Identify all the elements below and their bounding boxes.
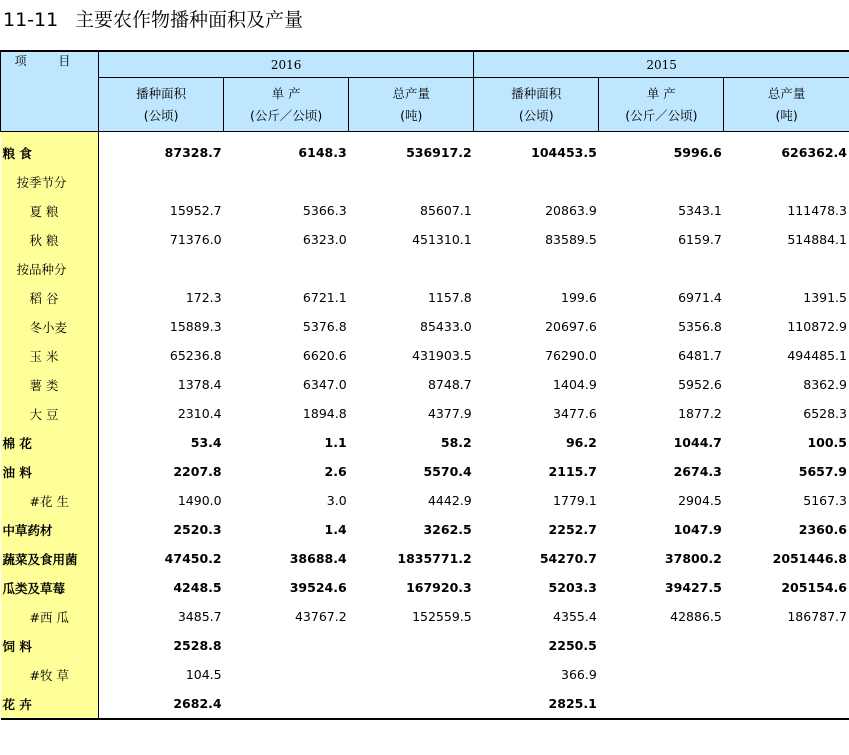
table-cell: 2310.4 [177,406,222,421]
table-cell: 1047.9 [673,522,722,537]
table-cell: 1044.7 [673,435,722,450]
table-row [1,689,849,719]
row-label: 油 料 [1,457,99,486]
row-label: 玉 米 [1,341,99,370]
table-cell [349,660,474,689]
table-row [1,225,849,254]
row-label: 按品种分 [1,254,99,283]
table-cell: 6481.7 [678,348,722,363]
table-cell: 71376.0 [169,232,222,247]
table-cell: 1391.5 [803,290,847,305]
table-cell: 1835771.2 [397,551,472,566]
table-row [1,515,849,544]
column-header [474,78,599,132]
table-cell [724,660,849,689]
column-header [224,78,349,132]
row-label: 瓜类及草莓 [1,573,99,602]
table-cell: 4248.5 [173,580,222,595]
table-row [1,196,849,225]
table-cell: 5366.3 [302,203,347,218]
table-row [1,132,849,168]
column-unit: (吨) [775,108,798,123]
table-body [1,132,849,720]
table-cell: 2250.5 [548,638,597,653]
column-unit: (公顷) [143,108,179,123]
table-cell: 2252.7 [548,522,597,537]
column-name: 播种面积 [511,86,562,101]
table-cell: 1.1 [324,435,347,450]
table-cell: 6971.4 [678,290,722,305]
row-label: 按季节分 [1,167,99,196]
row-label: #牧 草 [1,660,99,689]
table-cell [724,689,849,719]
table-cell: 20697.6 [545,319,597,334]
table-cell: 2674.3 [673,464,722,479]
table-cell: 85433.0 [420,319,472,334]
table-cell: 6323.0 [302,232,347,247]
table-cell: 37800.2 [664,551,722,566]
table-cell: 494485.1 [787,348,847,363]
table-cell [99,167,224,196]
table-cell [349,631,474,660]
table-row [1,544,849,573]
table-cell: 4377.9 [427,406,472,421]
table-cell: 5167.3 [803,493,847,508]
table-row [1,631,849,660]
table-cell [224,167,349,196]
table-cell [724,167,849,196]
column-unit: (公斤／公顷) [625,108,698,123]
row-label: 中草药材 [1,515,99,544]
table-cell: 451310.1 [412,232,472,247]
row-label: 薯 类 [1,370,99,399]
column-name: 单 产 [271,86,301,101]
table-number: 11-11 [3,9,59,31]
column-header [599,78,724,132]
table-cell: 1490.0 [177,493,222,508]
table-cell [349,167,474,196]
column-name: 总产量 [392,86,430,101]
year-header-2016: 2016 [99,51,474,78]
table-cell: 53.4 [190,435,222,450]
table-cell [224,660,349,689]
table-cell: 6528.3 [803,406,847,421]
table-cell: 2.6 [324,464,347,479]
row-label: 蔬菜及食用菌 [1,544,99,573]
column-name: 播种面积 [136,86,187,101]
table-cell: 2207.8 [173,464,222,479]
table-cell [224,254,349,283]
table-cell: 6148.3 [298,145,347,160]
table-cell: 1157.8 [427,290,472,305]
table-cell: 4442.9 [427,493,472,508]
table-cell: 514884.1 [787,232,847,247]
table-cell: 3.0 [326,493,347,508]
table-cell [599,254,724,283]
table-cell: 5952.6 [678,377,722,392]
table-cell: 199.6 [561,290,597,305]
table-cell: 2051446.8 [772,551,847,566]
column-header [99,78,224,132]
table-cell: 8362.9 [803,377,847,392]
table-cell: 2825.1 [474,689,599,719]
table-cell: 167920.3 [406,580,472,595]
table-row [1,399,849,428]
table-cell: 2115.7 [548,464,597,479]
table-cell: 536917.2 [406,145,472,160]
table-cell: 5570.4 [423,464,472,479]
table-cell: 87328.7 [164,145,222,160]
table-cell: 626362.4 [781,145,847,160]
table-cell: 2682.4 [99,689,224,719]
table-cell: 58.2 [440,435,472,450]
table-cell: 15952.7 [169,203,222,218]
table-row [1,370,849,399]
table-cell: 2360.6 [798,522,847,537]
table-cell: 39524.6 [289,580,347,595]
table-cell: 111478.3 [787,203,847,218]
table-cell: 2520.3 [173,522,222,537]
table-cell [349,689,474,719]
table-row [1,428,849,457]
table-cell [224,689,349,719]
table-cell: 39427.5 [664,580,722,595]
table-cell: 1877.2 [678,406,722,421]
table-row [1,312,849,341]
table-cell: 42886.5 [670,609,722,624]
table-title: 主要农作物播种面积及产量 [75,9,304,31]
table-cell: 186787.7 [787,609,847,624]
column-unit: (吨) [400,108,423,123]
page-title [3,4,303,36]
table-cell [474,167,599,196]
table-cell: 5657.9 [798,464,847,479]
table-cell [349,254,474,283]
table-cell: 15889.3 [169,319,222,334]
table-cell: 85607.1 [420,203,472,218]
row-label: 夏 粮 [1,196,99,225]
item-column-header: 项 目 [1,51,99,132]
table-cell: 431903.5 [412,348,472,363]
table-cell: 4355.4 [553,609,597,624]
table-row [1,660,849,689]
table-cell: 2528.8 [173,638,222,653]
table-cell: 5356.8 [678,319,722,334]
table-cell: 6620.6 [302,348,347,363]
row-label: 大 豆 [1,399,99,428]
table-cell [599,631,724,660]
table-cell: 5376.8 [302,319,347,334]
table-cell [599,689,724,719]
column-header [349,78,474,132]
table-cell: 3262.5 [423,522,472,537]
table-cell: 1779.1 [553,493,597,508]
table-cell: 47450.2 [164,551,222,566]
row-label: 粮 食 [1,132,99,168]
table-cell: 6347.0 [302,377,347,392]
table-cell: 20863.9 [545,203,597,218]
row-label: #西 瓜 [1,602,99,631]
column-header [724,78,849,132]
year-header-2015: 2015 [474,51,849,78]
table-cell [724,631,849,660]
table-cell [724,254,849,283]
table-cell: 6159.7 [678,232,722,247]
table-cell [599,660,724,689]
table-cell: 65236.8 [169,348,222,363]
table-cell: 172.3 [185,290,222,305]
column-unit: (公斤／公顷) [250,108,323,123]
table-cell: 110872.9 [787,319,847,334]
table-cell: 1404.9 [553,377,597,392]
column-unit: (公顷) [518,108,554,123]
table-cell: 152559.5 [412,609,472,624]
table-cell: 96.2 [565,435,597,450]
column-name: 单 产 [646,86,676,101]
table-cell: 5343.1 [678,203,722,218]
table-cell: 38688.4 [289,551,347,566]
table-row [1,573,849,602]
table-cell: 54270.7 [539,551,597,566]
table-cell: 43767.2 [294,609,347,624]
table-cell: 366.9 [561,667,597,682]
table-row [1,283,849,312]
table-row [1,167,849,196]
table-cell [224,631,349,660]
table-cell: 1.4 [324,522,347,537]
table-row [1,341,849,370]
table-cell: 205154.6 [781,580,847,595]
table-row [1,602,849,631]
table-cell: 83589.5 [545,232,597,247]
table-cell: 104.5 [185,667,222,682]
table-cell: 5203.3 [548,580,597,595]
table-cell: 2904.5 [678,493,722,508]
row-label: 花 卉 [1,689,99,719]
row-label: 冬小麦 [1,312,99,341]
table-cell [99,254,224,283]
table-row [1,457,849,486]
table-cell: 1894.8 [302,406,347,421]
table-cell: 8748.7 [427,377,472,392]
crop-statistics-table [0,50,849,720]
table-cell: 6721.1 [302,290,347,305]
row-label: 稻 谷 [1,283,99,312]
table-cell: 76290.0 [545,348,597,363]
row-label: 饲 料 [1,631,99,660]
table-cell: 3477.6 [553,406,597,421]
row-label: 秋 粮 [1,225,99,254]
table-cell: 1378.4 [177,377,222,392]
table-cell: 5996.6 [673,145,722,160]
column-name: 总产量 [767,86,806,101]
row-label: 棉 花 [1,428,99,457]
table-row [1,486,849,515]
table-cell: 104453.5 [531,145,597,160]
row-label: #花 生 [1,486,99,515]
table-cell: 100.5 [807,435,847,450]
table-cell [474,254,599,283]
table-cell [599,167,724,196]
table-row [1,254,849,283]
table-cell: 3485.7 [177,609,222,624]
